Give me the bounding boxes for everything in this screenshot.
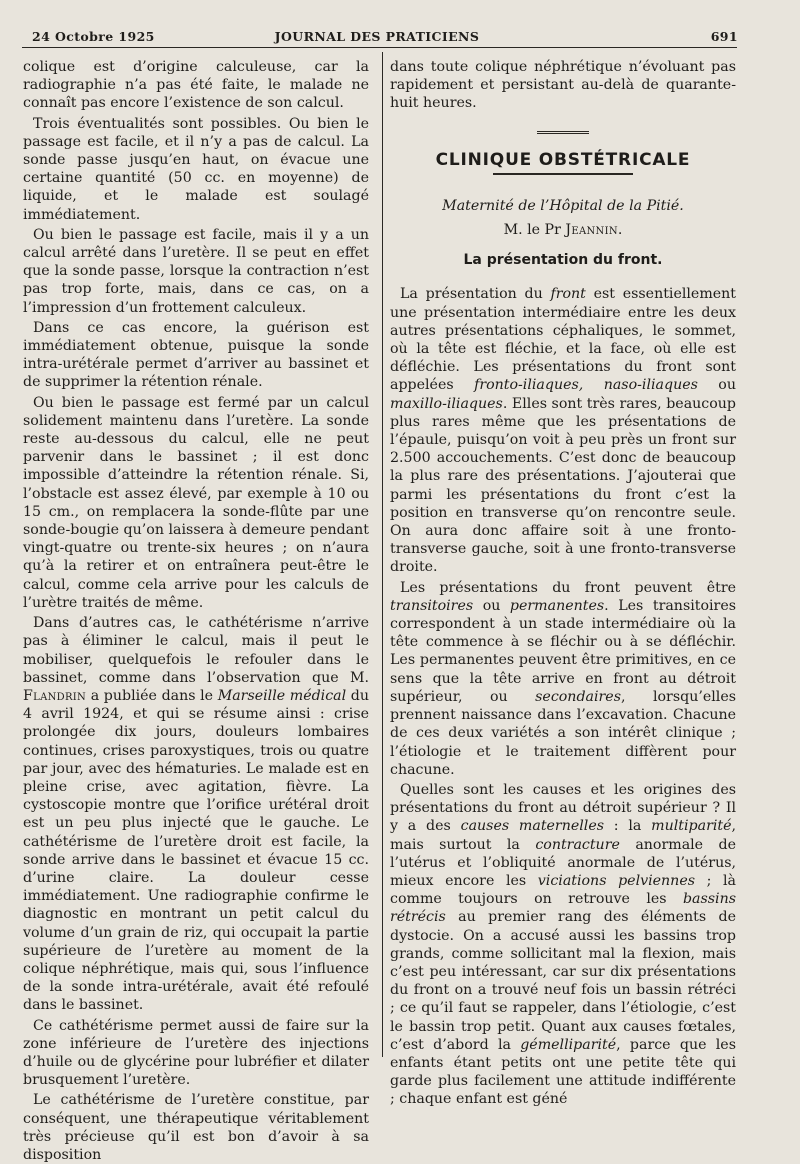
text-run: , mais surtout la bbox=[390, 818, 736, 853]
text-run: a publiée dans le bbox=[86, 687, 218, 704]
section-title: CLINIQUE OBSTÉTRICALE bbox=[435, 149, 691, 170]
text-run: . Les transitoires correspondent à un stade intermédiaire où la tête commence à se fléchir ou à se défléchir. Les permanentes peuvent être primitives, en ce sens que la tête arrive en front au détroit supérieur, ou bbox=[390, 597, 736, 705]
emphasis: contracture bbox=[535, 836, 620, 853]
emphasis: fronto-iliaques, naso-iliaques bbox=[474, 377, 698, 394]
text-run: : la bbox=[604, 818, 652, 835]
text-run: Quelles sont les causes et les origines des présentations du front au détroit supérieur ? Il y a des bbox=[390, 781, 736, 835]
emphasis: maxillo-iliaques bbox=[390, 395, 503, 412]
emphasis: multiparité bbox=[651, 818, 732, 835]
paragraph: Ce cathétérisme permet aussi de faire sur la zone inférieure de l’uretère des injections d’huile ou de glycérine pour lubréfier et dilater brusquement l’uretère. bbox=[23, 1017, 369, 1089]
emphasis: secondaires bbox=[535, 688, 621, 705]
emphasis: front bbox=[550, 286, 586, 303]
journal-title: JOURNAL DES PRATICIENS bbox=[274, 29, 480, 44]
institution-subtitle: Maternité de l’Hôpital de la Pitié. bbox=[442, 197, 684, 214]
emphasis: viciations pelviennes bbox=[537, 872, 696, 889]
running-header bbox=[22, 27, 738, 49]
paragraph: dans toute colique néphrétique n’évoluant pas rapidement et persistant au-delà de quarante-huit heures. bbox=[390, 59, 736, 112]
emphasis: permanentes bbox=[509, 597, 605, 614]
section-separator bbox=[537, 131, 589, 137]
text-run: ou bbox=[697, 377, 736, 394]
paragraph bbox=[390, 579, 736, 779]
paragraph: Trois éventualités sont possibles. Ou bien le passage est facile, et il n’y a pas de calcul. La sonde passe jusqu’en haut, on évacue une certaine quantité (50 cc. en moyenne) de liquide, et le malade est soulagé immédiatement. bbox=[23, 115, 369, 223]
author-name: Jeannin bbox=[565, 222, 618, 239]
paragraph: Ou bien le passage est facile, mais il y a un calcul arrêté dans l’uretère. Il se peut en effet que la sonde passe, lorsque la contraction n’est pas trop forte, mais, dans ce cas, on a l’impression d’un frottement calculeux. bbox=[23, 226, 369, 316]
emphasis: bassins rétrécis bbox=[390, 891, 736, 926]
right-column bbox=[390, 58, 736, 1109]
issue-date: 24 Octobre 1925 bbox=[32, 29, 155, 44]
text-run: au premier rang des éléments de dystocie. On a accusé aussi les bassins trop grands, comme sollicitant mal la flexion, mais c’est peu intéressant, car sur dix présentations du front on a trouvé neuf fois un bassin rétréci ; ce qu’il faut se rappeler, dans l’étiologie, c’est le bassin trop petit. Quant aux causes fœtales, c’est d’abord la bbox=[390, 909, 736, 1053]
emphasis: causes maternelles bbox=[460, 818, 604, 835]
text-run: , lorsqu’elles prennent naissance dans l’excavation. Chacune de ces deux variétés a son intérêt clinique ; l’étiologie et le traitement diffèrent pour chacune. bbox=[390, 688, 736, 778]
text-run: est essentiellement une présentation intermédiaire entre les deux autres présentations céphaliques, le sommet, où la tête est fléchie, et la face, où elle est défléchie. Les présentations du front sont appelées bbox=[390, 286, 737, 394]
paragraph: colique est d’origine calculeuse, car la radiographie n’a pas été faite, le malade ne connaît pas encore l’existence de son calcul. bbox=[23, 59, 369, 112]
lecture-author bbox=[390, 221, 736, 239]
text-run: anormale de l’utérus et l’obliquité anormale de l’utérus, mieux encore les bbox=[390, 836, 736, 889]
text-run: du 4 avril 1924, et qui se résume ainsi : crise prolongée dix jours, douleurs lombaires continues, crises paroxystiques, trois ou quatre par jour, avec des hématuries. Le malade est en pleine crise, avec agitation, fièvre. La cystoscopie montre que l’orifice urétéral droit est un peu plus injecté que le gauche. Le cathétérisme de l’uretère droit est facile, la sonde arrive dans le bassinet et évacue 15 cc. d’urine claire. La douleur cesse immédiatement. Une radiographie confirme le diagnostic en montrant un petit calcul du volume d’un grain de riz, qui occupait la partie supérieure de l’uretère au moment de la colique néphrétique, mais qui, sous l’influence de la sonde intra-urétérale, avait été refoulé dans le bassinet. bbox=[23, 687, 370, 1014]
text-run: M. le Pr bbox=[503, 222, 566, 239]
paragraph: Ou bien le passage est fermé par un calcul solidement maintenu dans l’uretère. La sonde reste au-dessous du calcul, elle ne peut parvenir dans le bassinet ; il est donc impossible d’atteindre la rétention rénale. Si, l’obstacle est assez élevé, par exemple à 10 ou 15 cm., on remplacera la sonde-flûte par une sonde-bougie qu’on laissera à demeure pendant vingt-quatre ou trente-six heures ; on n’aura qu’à la retirer et on entraînera peut-être le calcul, comme cela arrive pour les calculs de l’urètre traités de même. bbox=[23, 394, 369, 611]
text-run: . bbox=[617, 222, 623, 239]
text-run: La présentation du bbox=[400, 286, 551, 303]
text-run: ; là comme toujours on retrouve les bbox=[390, 872, 737, 908]
text-run: ou bbox=[473, 597, 510, 614]
text-run: Dans d’autres cas, le cathétérisme n’arrive pas à éliminer le calcul, mais il peut le mobiliser, quelquefois le refouler dans le bassinet, comme dans l’observation que M. bbox=[23, 615, 369, 686]
paragraph bbox=[390, 781, 736, 1109]
page-number: 691 bbox=[710, 29, 738, 44]
text-run: , parce que les enfants étant petits ont une petite tête qui garde plus facilement une attitude indifférente ; chaque enfant est géné bbox=[390, 1036, 736, 1108]
author-name: Flandrin bbox=[23, 687, 87, 704]
journal-reference: Marseille médical bbox=[217, 687, 347, 704]
text-run: Les présentations du front peuvent être bbox=[400, 579, 736, 596]
left-column bbox=[23, 58, 369, 1164]
lecture-title: La présentation du front. bbox=[463, 252, 663, 269]
title-rule bbox=[493, 173, 633, 175]
paragraph bbox=[23, 614, 369, 1014]
emphasis: transitoires bbox=[390, 597, 474, 614]
column-divider bbox=[382, 52, 383, 1057]
paragraph bbox=[390, 285, 736, 576]
header-rule bbox=[22, 47, 737, 48]
paragraph: Dans ce cas encore, la guérison est immédiatement obtenue, puisque la sonde intra-urétérale permet d’arriver au bassinet et de supprimer la rétention rénale. bbox=[23, 319, 369, 391]
emphasis: gémelliparité bbox=[520, 1036, 617, 1053]
paragraph: Le cathétérisme de l’uretère constitue, par conséquent, une thérapeutique véritablement très précieuse qu’il est bon d’avoir à sa disposition bbox=[23, 1092, 369, 1163]
text-run: . Elles sont très rares, beaucoup plus rares même que les présentations de l’épaule, puisqu’on voit à peu près un front sur 2.500 accouchements. C’est donc de beaucoup la plus rare des présentations. J’ajouterai que parmi les présentations du front c’est la position en transverse qu’on rencontre seule. On aura donc affaire soit à une fronto-transverse gauche, soit à une fronto-transverse droite. bbox=[390, 395, 736, 576]
